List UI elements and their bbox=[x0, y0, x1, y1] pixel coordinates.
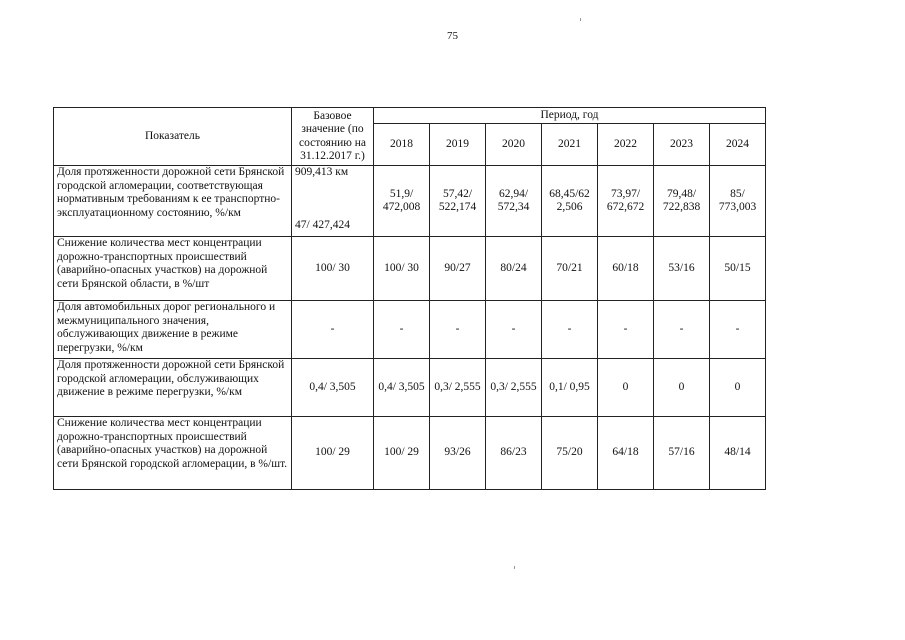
row-indicator: Снижение количества мест концентрации дорожно-транспортных происшествий (аварийно-опасных участков) на дорожной сети Брянской городской агломерации, в %/шт. bbox=[54, 417, 292, 490]
header-base-value: Базовое значение (по состоянию на 31.12.2017 г.) bbox=[292, 108, 374, 166]
header-year: 2021 bbox=[542, 124, 598, 166]
row-indicator: Доля автомобильных дорог регионального и межмуниципального значения, обслуживающих движение в режиме перегрузки, %/км bbox=[54, 301, 292, 359]
row-value: 53/16 bbox=[654, 237, 710, 301]
scan-speck bbox=[514, 566, 515, 569]
base-value-top: 909,413 км bbox=[295, 166, 349, 178]
row-value: 0,4/ 3,505 bbox=[374, 359, 430, 417]
table-row bbox=[54, 237, 766, 301]
header-year: 2018 bbox=[374, 124, 430, 166]
indicators-table bbox=[53, 107, 766, 490]
row-value: 90/27 bbox=[430, 237, 486, 301]
row-value: 50/15 bbox=[710, 237, 766, 301]
row-value: 0 bbox=[598, 359, 654, 417]
row-value: 80/24 bbox=[486, 237, 542, 301]
row-value: 100/ 30 bbox=[374, 237, 430, 301]
row-value: 75/20 bbox=[542, 417, 598, 490]
row-value: - bbox=[598, 301, 654, 359]
header-year: 2023 bbox=[654, 124, 710, 166]
header-year: 2022 bbox=[598, 124, 654, 166]
scan-speck bbox=[580, 18, 581, 21]
header-year: 2020 bbox=[486, 124, 542, 166]
row-value: 0 bbox=[710, 359, 766, 417]
row-value: 48/14 bbox=[710, 417, 766, 490]
row-value: 57,42/ 522,174 bbox=[430, 166, 486, 237]
row-indicator: Снижение количества мест концентрации дорожно-транспортных происшествий (аварийно-опасных участков) на дорожной сети Брянской области, в %/шт bbox=[54, 237, 292, 301]
row-value: - bbox=[430, 301, 486, 359]
row-value: 0,1/ 0,95 bbox=[542, 359, 598, 417]
row-value: 73,97/ 672,672 bbox=[598, 166, 654, 237]
row-value: 62,94/ 572,34 bbox=[486, 166, 542, 237]
row-value: - bbox=[374, 301, 430, 359]
row-value: 86/23 bbox=[486, 417, 542, 490]
row-value: 0 bbox=[654, 359, 710, 417]
row-value: 70/21 bbox=[542, 237, 598, 301]
row-value: 93/26 bbox=[430, 417, 486, 490]
table-row bbox=[54, 417, 766, 490]
row-value: 100/ 29 bbox=[374, 417, 430, 490]
header-period: Период, год bbox=[374, 108, 766, 124]
row-value: 0,3/ 2,555 bbox=[486, 359, 542, 417]
row-value: 0,3/ 2,555 bbox=[430, 359, 486, 417]
row-value: 68,45/62 2,506 bbox=[542, 166, 598, 237]
row-value: 57/16 bbox=[654, 417, 710, 490]
row-indicator: Доля протяженности дорожной сети Брянской городской агломерации, соответствующая нормативным требованиям к ее транспортно-эксплуатационному состоянию, %/км bbox=[54, 166, 292, 237]
header-year: 2019 bbox=[430, 124, 486, 166]
row-value: 51,9/ 472,008 bbox=[374, 166, 430, 237]
header-year: 2024 bbox=[710, 124, 766, 166]
row-base-value bbox=[292, 166, 374, 237]
row-base-value: 100/ 29 bbox=[292, 417, 374, 490]
table-row bbox=[54, 359, 766, 417]
row-indicator: Доля протяженности дорожной сети Брянской городской агломерации, обслуживающих движение в режиме перегрузки, %/км bbox=[54, 359, 292, 417]
row-value: - bbox=[654, 301, 710, 359]
row-base-value: 0,4/ 3,505 bbox=[292, 359, 374, 417]
page-number: 75 bbox=[447, 30, 458, 42]
row-value: 64/18 bbox=[598, 417, 654, 490]
row-base-value: - bbox=[292, 301, 374, 359]
row-value: - bbox=[542, 301, 598, 359]
table-row bbox=[54, 301, 766, 359]
row-value: 60/18 bbox=[598, 237, 654, 301]
base-value-bottom: 47/ 427,424 bbox=[295, 218, 350, 231]
row-value: - bbox=[710, 301, 766, 359]
table-row bbox=[54, 166, 766, 237]
header-indicator: Показатель bbox=[54, 108, 292, 166]
row-value: 79,48/ 722,838 bbox=[654, 166, 710, 237]
row-value: 85/ 773,003 bbox=[710, 166, 766, 237]
table-header-row bbox=[54, 108, 766, 124]
row-value: - bbox=[486, 301, 542, 359]
row-base-value: 100/ 30 bbox=[292, 237, 374, 301]
